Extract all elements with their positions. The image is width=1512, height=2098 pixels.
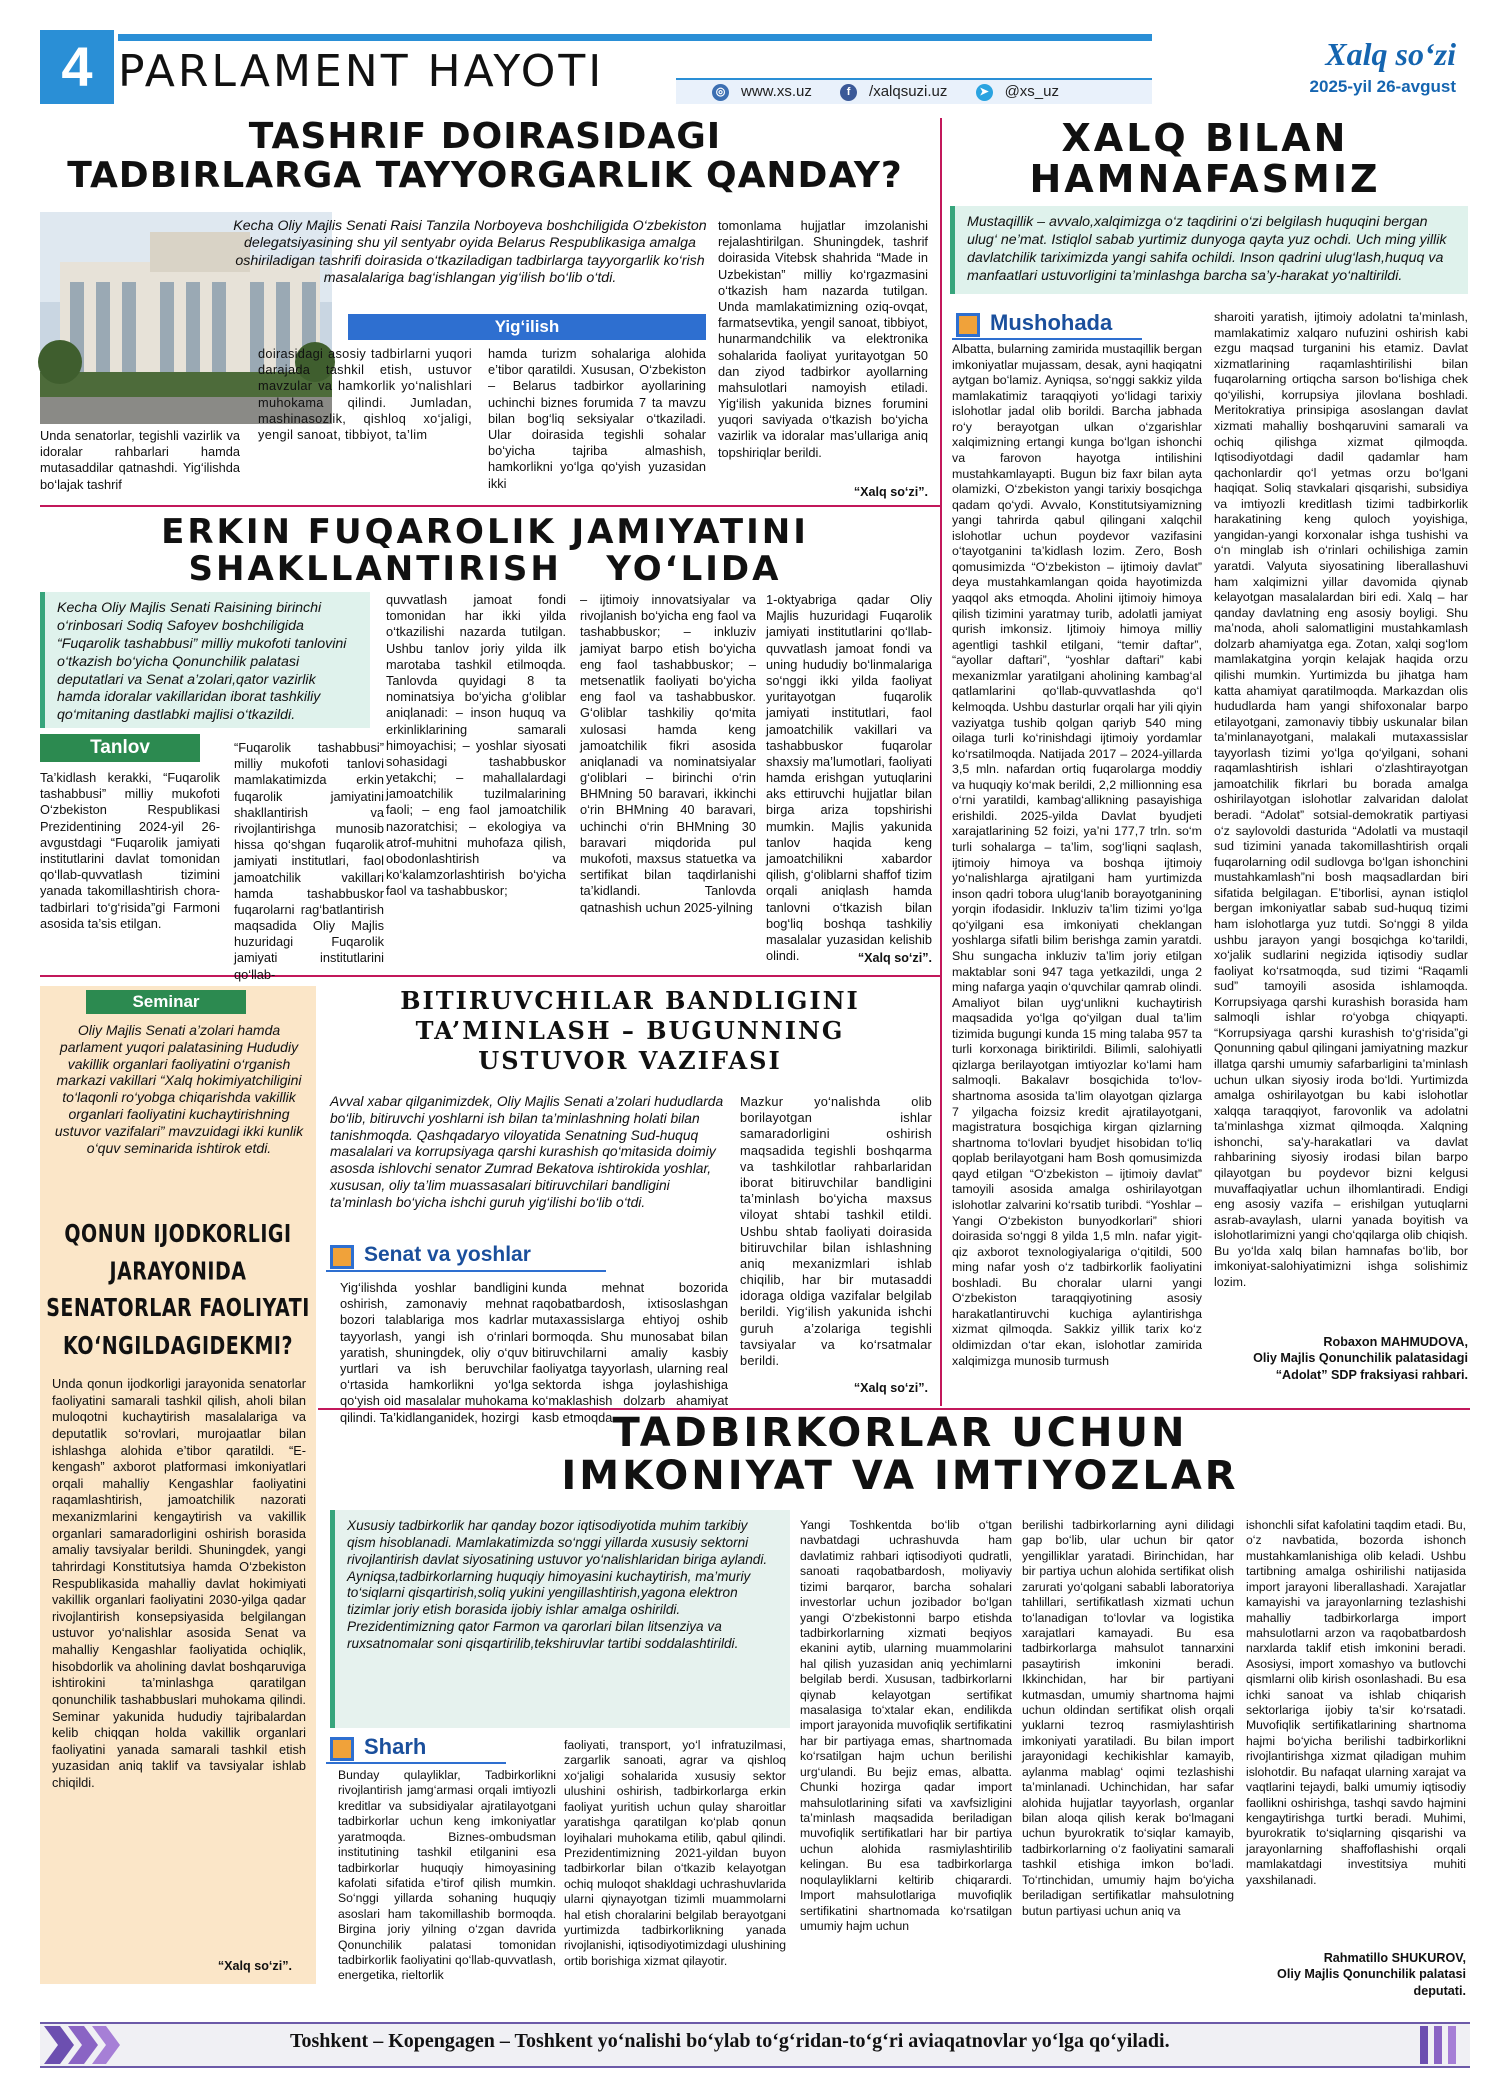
article-5-col-5: ishonchli sifat kafolatini taqdim etadi. Bu, o‘z navbatida, bozorda ishonch mustahkamlanishiga olib keladi. Ushbu tartibning amalga oshirilishi natijasida import jarayoni liberallashadi. Xarajatlar kamayishi va jarayonlarning tezlashishi mahalliy tadbirkorlarga import mahsulotlarni arzon va raqobatbardosh narxlarda taklif etish imkonini beradi. Asosiysi, import xomashyo va butlovchi qismlarni olib kirish osonlashadi. Bu esa ichki sanoat va ishlab chiqarish sektorlariga ijobiy ta’sir ko‘rsatadi. Muvofiqlik sertifikatlarining shartnoma hajmi bo‘yicha berilishi tadbirkorlikni rivojlantirishga xizmat qiladigan muhim islohotdir. Bu nafaqat ularning xarajat va vaqtlarini tejaydi, balki umumiy iqtisodiy faollikni oshirishga, tashqi savdo hajmini kengaytirishga turtki beradi. Muhimi, byurokratik to‘siqlarning qisqarishi va jarayonlarning shaffoflashishi orqali mamlakatdagi investitsiya muhiti yaxshilanadi. [1246, 1518, 1466, 1887]
article-5-tag: Sharh [326, 1732, 506, 1764]
article-5-col-4: berilishi tadbirkorlarning ayni dilidagi gap bo‘lib, ular uchun bir qator yengilliklar yaratadi. Birinchidan, har bir partiya uchun alohida sertifikat olish zarurati yo‘qolgani sababli laboratoriya tahlillari, sertifikatlash xizmati uchun to‘lanadigan to‘lovlar va logistika xarajatlari kamayadi. Bu esa tadbirkorlarga mahsulot tannarxini pasaytirish imkonini beradi. Ikkinchidan, har bir partiyani kutmasdan, umumiy shartnoma hajmi uchun oldindan sertifikat olish orqali yuklarni tezroq rasmiylashtirish imkoniyati yaratiladi. Bu bilan import jarayonidagi kechikishlar kamayib, aylanma mablag‘ oqimi tezlashishi ta’minlanadi. Uchinchidan, har safar alohida hujjatlar tayyorlash, organlar bilan aloqa qilish kerak bo‘lmagani uchun byurokratik to‘siqlar kamayib, tadbirkorlarning o‘z faoliyatini samarali tashkil etishiga imkon bo‘ladi. To‘rtinchidan, umumiy hajm bo‘yicha beriladigan sertifikatlar mahsulotning butun partiyasi uchun aniq va [1022, 1518, 1234, 1918]
newspaper-brand: Xalq so‘zi [1325, 36, 1456, 72]
section-divider [40, 975, 940, 977]
article-3-col-3: quvvatlash jamoat fondi tomonidan har ikki yilda o‘tkazilishi nazarda tutilgan. Ushbu tanlov joriy yilda ilk marotaba tashkil etilmoqda. Tanlovda quyidagi 8 ta nominatsiya bo‘yicha g‘oliblar aniqlanadi: – inson huquq va erkinliklarining samarali himoyachisi; – yoshlar siyosati sohasidagi tashabbuskor yetakchi; – mahallalardagi jamoatchilik tuzilmalarining faoli; – eng faol jamoatchilik nazoratchisi; – ekologiya va atrof-muhitni muhofaza qilish, obodonlashtirish va ko‘kalamzorlashtirish bo‘yicha faol va tashabbuskor; [386, 592, 566, 899]
article-4-tag: Senat va yoshlar [326, 1240, 606, 1272]
article-1-col-3: hamda turizm sohalariga alohida e’tibor qaratildi. Xususan, O‘zbekiston – Belarus tadbirkor ayollarining uchinchi biznes forumida 7 ta mavzu bilan bog‘liq seksiyalar o‘tkaziladi. Ular doirasida tegishli sohalar bo‘yicha tajriba almashish, hamkorlikni yo‘lga qo‘yish yuzasidan ikki [488, 346, 706, 491]
article-5-title: TADBIRKORLAR UCHUN IMKONIYAT VA IMTIYOZLAR [561, 1410, 1239, 1500]
column-divider [940, 118, 942, 1406]
article-3-title: ERKIN FUQAROLIK JAMIYATINI SHAKLLANTIRISH YO‘LIDA [161, 512, 809, 589]
article-1-lead: Kecha Oliy Majlis Senati Raisi Tanzila Norboyeva boshchiligida O‘zbekiston delegatsiyasining shu yil sentyabr oyida Belarus Respublikasiga amalga oshiriladigan tashrifi doirasida o‘tkaziladigan tadbirlarga tayyorgarlik ko‘rish masalalariga bag‘ishlangan yig‘ilish bo‘lib o‘tdi. [233, 218, 707, 286]
facebook-icon: f [840, 84, 857, 101]
website-link[interactable]: ◎ www.xs.uz [712, 83, 824, 100]
rubric-title: PARLAMENT HAYOTI [118, 46, 605, 97]
article-3-col-5: 1-oktyabriga qadar Oliy Majlis huzuridagi Fuqarolik jamiyati institutlarini qo‘llab-quvvatlash jamoat fondi va uning hududiy bo‘linmalariga so‘nggi ikki yilda faoliyat yuritayotgan fuqarolik jamiyati institutlari, faol jamoatchilik vakillari va tashabbuskor fuqarolar shaxsiy ma’lumotlari, faoliyati hamda erishgan yutuqlarini aks ettiruvchi hujjatlar bilan birga ariza topshirishi mumkin. Majlis yakunida tanlov haqida keng jamoatchilikni xabardor qilish, g‘oliblarni shaffof tizim orqali aniqlash hamda tanlovni o‘tkazish bilan bog‘liq boshqa tashkiliy masalalar yuzasidan kelishib olindi. [766, 592, 932, 964]
article-2-signature: Robaxon MAHMUDOVA, Oliy Majlis Qonunchilik palatasidagi “Adolat” SDP fraksiyasi rahbari. [1253, 1335, 1468, 1382]
article-1-col-1: Unda senatorlar, tegishli vazirlik va idoralar rahbarlari hamda mutasaddilar qatnashdi. Yig‘ilishda bo‘lajak tashrif [40, 428, 240, 492]
issue-date: 2025-yil 26-avgust [1309, 77, 1456, 96]
globe-icon: ◎ [712, 84, 729, 101]
page-number: 4 [40, 30, 114, 104]
article-3-col-2: “Fuqarolik tashabbusi” milliy mukofoti tanlovi mamlakatimizda erkin fuqarolik jamiyatini shakllantirish va rivojlantirishga munosib hissa qo‘shgan fuqarolik jamiyati institutlari, faol jamoatchilik vakillari hamda tashabbuskor fuqarolarni rag‘batlantirish maqsadida Oliy Majlis huzuridagi Fuqarolik jamiyati institutlarini qo‘llab- [234, 740, 384, 982]
article-4-title: BITIRUVCHILAR BANDLIGINI TA’MINLASH – BUGUNNING USTUVOR VAZIFASI [400, 986, 860, 1075]
article-3-signature: “Xalq so‘zi”. [857, 951, 932, 965]
stripes-icon [1420, 2026, 1466, 2069]
article-1-signature: “Xalq so‘zi”. [853, 485, 928, 499]
article-4-signature: “Xalq so‘zi”. [853, 1381, 928, 1395]
seminar-body: Unda qonun ijodkorligi jarayonida senatorlar faoliyatini samarali tashkil qilish, aholi bilan muloqotni kuchaytirish masalalariga va deputatlik so‘rovlari, murojaatlar bilan ishlashga alohida e’tibor qaratildi. “E-kengash” axborot platformasi imkoniyatlari orqali mahalliy Kengashlar faoliyatini raqamlashtirish, jamoatchilik nazorati mexanizmlarini kengaytirish va vakillik organlari samaradorligini oshirish borasida amaliy tavsiyalar berildi. Shuningdek, yangi tahrirdagi Konstitutsiya hamda O‘zbekiston Respublikasida mahalliy davlat hokimiyati vakillik organlari faoliyatini 2030-yilga qadar rivojlantirish konsepsiyasida belgilangan ustuvor yo‘nalishlar asosida Senat va mahalliy Kengashlar faoliyatida ochiqlik, hisobdorlik va aholining davlat boshqaruviga ishtirokini ta’minlashga qaratilgan qonunchilik tashabbuslari muhokama qilindi. Seminar yakunida hududiy tajribalardan kelib chiqqan holda vakillik organlari faoliyatini yanada samarali tashkil etish yuzasidan aniq taklif va tavsiyalar ishlab chiqildi. [52, 1376, 306, 1790]
chevrons-icon [44, 2026, 124, 2069]
article-2-lead: Mustaqillik – avvalo,xalqimizga o‘z taqdirini o‘zi belgilash huquqini bergan ulug‘ ne’mat. Istiqlol sabab yurtimiz dunyoga qayta yuz ochdi. Uch ming yillik davlatchilik tariximizda yangi sahifa ochildi. Inson qadrini ulug‘lash,huquq va manfaatlari ustuvorligini ta’minlashga barcha sa’y-harakat yo‘naltirildi. [950, 206, 1468, 294]
article-4-col-1: Yig‘ilishda yoshlar bandligini oshirish, zamonaviy mehnat bozori talablariga mos kadrlar tayyorlash, yangi ish o‘rinlari yaratish, shuningdek, oliy o‘quv yurtlari va ish beruvchilar o‘rtasida hamkorlikni yo‘lga qo‘yish oid masalalar muhokama qilindi. Ta’kidlanganidek, hozirgi [340, 1280, 528, 1425]
article-3-col-1: Ta’kidlash kerakki, “Fuqarolik tashabbusi” milliy mukofoti O‘zbekiston Respublikasi Prezidentining 2024-yil 26-avgustdagi “Fuqarolik jamiyati institutlarini davlat tomonidan qo‘llab-quvvatlash tizimini yanada takomillashtirish chora-tadbirlari to‘g‘risida”gi Farmoni asosida ta’sis etilgan. [40, 770, 220, 931]
article-5-col-1: Bunday qulayliklar, Tadbirkorlikni rivojlantirish jamg‘armasi orqali imtiyozli kreditlar va subsidiyalar ajratilayotgani tadbirkorlar uchun keng imkoniyatlar yaratmoqda. Biznes-ombudsman institutining tashkil etilganini esa tadbirkorlar huquqiy himoyasining kafolati sifatida e’tirof qilish mumkin. So‘nggi yillarda sohaning huquqiy asoslari ham takomillashib bormoqda. Birgina joriy yilning o‘zgan davrida Qonunchilik palatasi tomonidan tadbirkorlik faoliyatini qo‘llab-quvvatlash, energetika, rieltorlik [338, 1768, 556, 1983]
footer-headline[interactable]: Toshkent – Kopengagen – Toshkent yo‘nalishi bo‘ylab to‘g‘ridan-to‘g‘ri aviaqatnovlar yo‘lga qo‘yiladi. [290, 2030, 1170, 2052]
article-5-col-2: faoliyati, transport, yo‘l infratuzilmasi, zargarlik sanoati, agrar va qishloq xo‘jaligi sohalarida xususiy sektor ulushini oshirish, tadbirkorlarga erkin faoliyat yuritish uchun qulay sharoitlar yaratishga qaratilgan ko‘plab qonun loyihalari muhokama etilib, qabul qilindi. Prezidentimizning 2021-yildan buyon tadbirkorlar bilan o‘tkazib kelayotgan ochiq muloqot shakldagi uchrashuvlarida ularni qiynayotgan tizimli muammolarni hal etish choralarini belgilab berayotgani yurtimizda tadbirkorlikning yanada rivojlanishi, iqtisodiyotimizdagi ulushining ortib borishiga xizmat qilayotir. [564, 1738, 786, 1968]
article-3-lead: Kecha Oliy Majlis Senati Raisining birinchi o‘rinbosari Sodiq Safoyev boshchiligida “Fuqarolik tashabbusi” milliy mukofoti tanlovini o‘tkazish bo‘yicha Qonunchilik palatasi deputatlari va Senat a’zolari,qator vazirlik hamda idoralar vakillaridan iborat tashkiliy qo‘mitaning dastlabki majlisi o‘tkazildi. [40, 592, 370, 728]
social-links-bar [676, 78, 1152, 104]
article-1-col-4: tomonlama hujjatlar imzolanishi rejalashtirilgan. Shuningdek, tashrif doirasida Vitebsk shahrida “Made in Uzbekistan” milliy ko‘rgazmasini o‘tkazish ham nazarda tutilgan. Unda mamlakatimizning oziq-ovqat, farmatsevtika, yengil sanoat, tibbiyot, hunarmandchilik va elektronika sohalarida faoliyat yuritayotgan 50 dan ziyod tadbirkor ayollarning mahsulotlari namoyish etiladi. Yig‘ilish yakunida biznes forumini yuqori saviyada o‘tkazish bo‘yicha vazirlik va idoralar mas’ullariga aniq topshiriqlar berildi. [718, 218, 928, 460]
article-5-lead: Xususiy tadbirkorlik har qanday bozor iqtisodiyotida muhim tarkibiy qism hisoblanadi. Mamlakatimizda so‘nggi yillarda xususiy sektorni rivojlantirish davlat siyosatining ustuvor yo‘nalishlaridan biriga aylandi. Ayniqsa,tadbirkorlarning huquqiy himoyasini kuchaytirish, ma’muriy to‘siqlarni qisqartirish,soliq yukini yengillashtirish,yagona elektron tizimlar joriy etish borasida ijobiy ishlar amalga oshirildi. Prezidentimizning qator Farmon va qarorlari bilan litsenziya va ruxsatnomalar soni qisqartirilib,tekshiruvlar tartibi soddalashtirildi. [330, 1510, 790, 1728]
article-2-col-2: sharoiti yaratish, ijtimoiy adolatni ta’minlash, mamlakatimiz xalqaro nufuzini oshirish kabi ezgu maqsad turganini his etamiz. Davlat xizmatlarining raqamlashtirilishi bilan fuqarolarning ortiqcha sarson bo‘lishiga chek qo‘yilishi, korrupsiya jilovlana boshladi. Meritokratiya prinsipiga asoslangan davlat xizmati mahalliy boshqaruvini samarali va ochiq qilishga xizmat qilmoqda. Iqtisodiyotdagi dadil qadamlar ham qachonlardir qo‘l yetmas orzu bo‘lgani haqiqat. Soliq stavkalari qisqarishi, subsidiya va imtiyozli kreditlash tizimi tadbirkorlik harakatining keng quloch yoyishiga, yangidan-yangi korxonalar ishga tushishi va o‘n minglab ish o‘rinlari ochilishiga zamin yaratdi. Valyuta siyosatining liberallashuvi ham xalqimizni yillar davomida qiynab kelayotgan masalalardan biri edi. Xalq – har qanday davlatning eng asosiy boyligi. Shu ma’noda, aholi salomatligini mustahkamlash dolzarb ahamiyatga ega. Zotan, xalqi sog‘lom mamlakatgina yorqin kelajak haqida orzu qilishi mumkin. Yurtimizda bu jihatga ham katta ahamiyat qaratilmoqda. Markazdan olis hududlarda ham yangi shifoxonalar barpo etilayotgani, zamonaviy tibbiy uskunalar bilan ta’minlanayotgani, malakali mutaxassislar tayyorlash tizimi yo‘lga qo‘yilgani, sohani raqamlashtirish ishlari o‘zlashtirayotgan jamoatchilik fikrlari bu borada amalga oshirilayotgan islohotlar zalvaridan dalolat beradi. “Adolat” sotsial-demokratik partiyasi o‘z saylovoldi dasturida “Adolatli va mustaqil sud tizimini yanada takomillashtirish orqali fuqarolarning odil sudlovga bo‘lgan ishonchini mustahkamlash”ni bosh maqsadlardan biri sifatida belgilagan. E’tiborlisi, aynan istiqlol bergan imkoniyatlar sabab sud-huquq tizimi ham islohotlarga yuz tutdi. So‘nggi 8 yilda ushbu jarayon yangi bosqichga ko‘tarildi, xo‘jalik sudlarini negizida iqtisodiy sudlar faoliyat ko‘rsatmoqda, sud tizimi “Raqamli sud” tamoyili asosida ishlamoqda. Korrupsiyaga qarshi kurashish borasida ham salmoqli ishlar ro‘yobga chiqyapti. “Korrupsiyaga qarshi kurashish to‘g‘risida”gi Qonunning qabul qilingani jamiyatning mazkur illatga qarshi umumiy safarbarligini ta’minlash uchun ulkan siyosiy iroda bo‘ldi. Yurtimizda amalga oshirilayotgan bu kabi islohotlar xalqqa taraqqiyot, farovonlik va adolatni ta’minlashga xizmat qilmoqda. Xalqning ishonchi, sa’y-harakatlari va davlat rahbarining siyosiy irodasi bilan barpo qilayotgan bu poydevor bizni kelgusi muvaffaqiyatlar uchun ilhomlantiradi. Endigi eng asosiy vazifa – erishilgan yutuqlarni asrab-avaylash, ularni yanada boyitish va islohotlarimizni yangi cho‘qqilarga olib chiqish. Bu yo‘lda xalq bilan hamnafas bo‘lib, bor imkoniyat-salohiyatimizni ishga solishimiz lozim. [1214, 310, 1468, 1289]
telegram-link[interactable]: ➤ @xs_uz [976, 83, 1071, 100]
article-4-col-right: Mazkur yo‘nalishda olib borilayotgan ishlar samaradorligini oshirish maqsadida tegishli boshqarma va tashkilotlar rahbarlaridan iborat bitiruvchilar bandligini ta’minlash bo‘yicha maxsus viloyat shtabi tashkil etildi. Ushbu shtab faoliyati doirasida bitiruvchilar bilan ishlashning aniq mexanizmlari ishlab chiqilib, har bir mutasaddi idoraga oldiga vazifalar belgilab berildi. Yig‘ilish yakunida ishchi guruh a’zolariga tegishli tavsiyalar va ko‘rsatmalar berildi. [740, 1094, 932, 1368]
article-1-title: TASHRIF DOIRASIDAGI TADBIRLARGA TAYYORGARLIK QANDAY? [67, 116, 903, 196]
article-4-lead: Avval xabar qilganimizdek, Oliy Majlis Senati a’zolari hududlarda bo‘lib, bitiruvchi yoshlarni ish bilan ta’minlashning holati bilan tanishmoqda. Qashqadaryo viloyatida Senatning Sud-huquq masalalari va korrupsiyaga qarshi kurashish qo‘mitasida doimiy asosda ishlovchi senator Zumrad Bekatova ishtirokida yoshlar, xususan, oliy ta’lim muassasalari bitiruvchilari bandligini ta’minlash bo‘yicha ishchi guruh yig‘ilishi bo‘lib o‘tdi. [330, 1094, 724, 1210]
article-2-tag: Mushohada [952, 308, 1142, 340]
telegram-icon: ➤ [976, 84, 993, 101]
article-1-col-2: doirasidagi asosiy tadbirlarni yuqori darajada tashkil etish, ustuvor mavzular va hamkorlik yo‘nalishlari muhokama qilindi. Jumladan, mashinasozlik, qishloq xo‘jaligi, yengil sanoat, tibbiyot, ta’lim [258, 346, 472, 442]
seminar-signature: “Xalq so‘zi”. [217, 1959, 292, 1973]
seminar-lead: Oliy Majlis Senati a’zolari hamda parlament yuqori palatasining Hududiy vakillik organlari faoliyatini o‘rganish markazi vakillari “Xalq hokimiyatchiligini to‘laqonli ro‘yobga chiqarishda vakillik organlari faoliyatini kuchaytirishning ustuvor vazifalari” mavzuidagi ikki kunlik o‘quv seminarida ishtirok etdi. [54, 1022, 304, 1156]
article-3-col-4: – ijtimoiy innovatsiyalar va rivojlanish bo‘yicha eng faol va tashabbuskor; – inkluziv jamiyat barpo etish bo‘yicha eng faol tashabbuskor; – metsenatlik faoliyati bo‘yicha eng faol va tashabbuskor. G‘oliblar tashkiliy qo‘mita xulosasi hamda keng jamoatchilik fikri asosida aniqlanadi va nominatsiyalar g‘oliblari – birinchi o‘rin BHMning 50 baravari, ikkinchi o‘rin BHMning 40 baravari, uchinchi o‘rin BHMning 30 baravari miqdorida pul mukofoti, maxsus statuetka va sertifikat bilan taqdirlanishi ta’kidlandi. Tanlovda qatnashish uchun 2025-yilning [580, 592, 756, 915]
header-rule [118, 34, 1152, 41]
seminar-tag: Seminar [86, 990, 246, 1014]
article-2-col-1: Albatta, bularning zamirida mustaqillik bergan imkoniyatlar mujassam, desak, ayni haqiqatni aytgan bo‘lamiz. Ayniqsa, so‘nggi sakkiz yilda mamlakatimiz taraqqiyoti yo‘lidagi tarixiy islohotlar jadal olib borildi. Barcha jabhada ro‘y berayotgan ulkan o‘zgarishlar xalqimizning ertangi kunga bo‘lgan ishonchi va farovon hayotga intilishini mustahkamlayapti. Bugun biz faxr bilan ayta olamizki, O‘zbekiston yangi tarixiy bosqichga qadam qo‘ydi. Avvalo, Konstitutsiyamizning yangi tahrirda qabul qilingani xalqchil islohotlar uchun poydevor vazifasini o‘tayotganini ta’kidlash lozim. Zero, Bosh qomusimizda “O‘zbekiston – ijtimoiy davlat” deya mustahkamlangan qoida hayotimizda yaqqol aks etmoqda. Aholini ijtimoiy himoya qilish tizimini yaratmay turib, adolatli jamiyat qurish imkonsiz. Ijtimoiy himoya milliy agentligi tashkil etilgani, “temir daftar”, “ayollar daftari”, “yoshlar daftari” kabi mexanizmlar yaratilgani aholining kambag‘al qatlamlarini qo‘llab-quvvatlashda qo‘l kelmoqda. Ushbu dasturlar orqali har yili qiyin vaziyatga tushib qolgan qariyb 540 ming oilaga turli ko‘rinishdagi ijtimoiy yordamlar ko‘rsatilmoqda. Natijada 2017 – 2024-yillarda 3,5 mln. nafardan ortiq fuqarolarga moddiy va huquqiy ko‘mak berildi, 2,2 millionning esa o‘rni yaratildi, kambag‘allikning pasayishiga erishildi. 2025-yilda Davlat byudjeti xarajatlarining 52 foizi, ya’ni 177,7 trln. so‘m turli sohalarga – ta’lim, sog‘liqni saqlash, ijtimoiy himoya va boshqa ijtimoiy yo‘nalishlarga ajratilgani ham yurtimizda inson qadri tobora ulug‘lanib borayotganining yorqin ifodasidir. Inkluziv ta’lim tizimi yo‘lga qo‘yilgani esa imkoniyati cheklangan yoshlarga sifatli bilim berishga zamin yaratdi. Shu sungacha inkluziv ta’lim joriy etilgan maktablar soni 947 taga yetkazildi, unga 2 ming nafarga yaqin o‘quvchilar qamrab olindi. Amaliyot bilan uyg‘unlikni kuchaytirish maqsadida yo‘lga qo‘yilgan dual ta’lim tizimida bugungi kunda 15 ming talaba 957 ta turli korxonaga biriktirildi. Bilimli, salohiyatli qizlarga berilayotgan imtiyozlar ko‘lami ham salmoqli. Bakalavr bosqichida to‘lov-shartnoma asosida ta’lim olayotgan qizlarga 7 yilgacha foizsiz kredit ajratilayotgani, magistratura bosqichiga kirgan qizlarning shartnoma to‘lovlari byudjet hisobidan to‘liq qoplab berilayotgani ham Bosh qomusimizda qayd etilgan “O‘zbekiston – ijtimoiy davlat” tamoyili asosida amalga oshirilayotgan islohotlar zalvarini ko‘rsatib turibdi. “Yoshlar – Yangi O‘zbekiston bunyodkorlari” shiori doirasida so‘nggi 8 yilda 1,5 mln. nafar yigit-qiz axborot texnologiyalariga o‘qitildi, 500 ming nafar yosh o‘z tadbirkorlik faoliyatini boshladi. Bu choralar ularni yangi O‘zbekiston taraqqiyotining asosiy harakatlantiruvchi kuchiga aylantirishga xizmat qilmoqda. Sakkiz yillik tarix ko‘z oldimizdan o‘tar ekan, islohotlar zamirida xalqimizga munosib turmush [952, 342, 1203, 1368]
article-5-signature: Rahmatillo SHUKUROV, Oliy Majlis Qonunchilik palatasi deputati. [1277, 1951, 1466, 1998]
seminar-title: QONUN IJODKORLIGI JARAYONIDA SENATORLAR FAOLIYATI KO‘NGILDAGIDEKMI? [46, 1219, 310, 1360]
article-3-tag: Tanlov [40, 734, 200, 762]
article-5-col-3: Yangi Toshkentda bo‘lib o‘tgan navbatdagi uchrashuvda ham davlatimiz rahbari iqtisodiyoti qudratli, sanoati raqobatbardosh, moliyaviy tizimi barqaror, barcha sohalari investorlar uchun jozibador bo‘lgan yangi O‘zbekistonni barpo etishda tadbirkorlarning xizmati beqiyos ekanini aytib, ularning muammolarini hal qilish yuzasidan aniq yechimlarni belgilab berdi. Xususan, tadbirkorlarni qiynab kelayotgan sertifikat masalasiga to‘xtalar ekan, endilikda import jarayonida muvofiqlik sertifikatini har bir partiyaga emas, shartnomada ko‘rsatilgan hajm uchun berilishi urg‘ulandi. Bu bejiz emas, albatta. Chunki hozirga qadar import mahsulotlarining sifati va xavfsizligini ta’minlash maqsadida beriladigan muvofiqlik sertifikatlari har bir partiya uchun alohida rasmiylashtirilib kelingan. Bu esa tadbirkorlarga noqulayliklarni keltirib chiqarardi. Import mahsulotlariga muvofiqlik sertifikatini shartnomada ko‘rsatilgan umumiy hajm uchun [800, 1518, 1013, 1933]
article-1-tag: Yig‘ilish [348, 314, 706, 340]
article-4-col-2: kunda mehnat bozorida raqobatbardosh, ixtisoslashgan mutaxassislarga ehtiyoj oshib bormoqda. Shu munosabat bilan bitiruvchilarni amaliy kasbiy faoliyatga tayyorlash, ularning real sektorda ishga joylashishiga ko‘maklashish dolzarb ahamiyat kasb etmoqda. [532, 1280, 728, 1425]
article-2-title: XALQ BILAN HAMNAFASMIZ [1029, 116, 1381, 202]
section-divider [40, 505, 940, 507]
facebook-link[interactable]: f /xalqsuzi.uz [840, 83, 959, 100]
